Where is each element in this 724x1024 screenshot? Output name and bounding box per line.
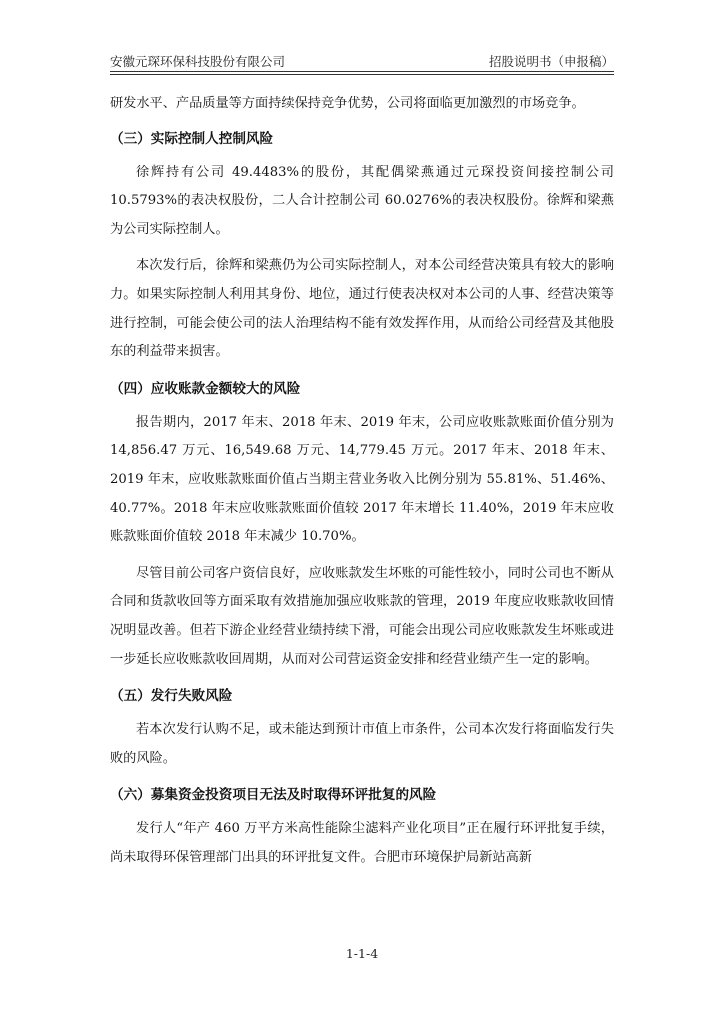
section-issuance-failure-risk xyxy=(110,684,614,773)
paragraph: 报告期内，2017 年末、2018 年末、2019 年末，公司应收账款账面价值分别为 14,856.47 万元、16,549.68 万元、14,779.45 万元。2017 年末、2018 年末、2019 年末，应收账款账面价值占当期主营业务收入比例分别为 55.81%、51.46%、40.77%。2018 年末应收账款账面价值较 2017 年末增长 11.40%，2019 年末应收账款账面价值较 2018 年末减少 10.70%。 xyxy=(110,414,614,545)
continued-paragraph: 研发水平、产品质量等方面持续保持竞争优势，公司将面临更加激烈的市场竞争。 xyxy=(110,96,585,111)
paragraph: 若本次发行认购不足，或未能达到预计市值上市条件，公司本次发行将面临发行失败的风险。 xyxy=(110,722,614,766)
header-rule-thin xyxy=(110,74,614,75)
section-heading: （四）应收账款金额较大的风险 xyxy=(110,380,301,397)
paragraph: 本次发行后，徐辉和梁燕仍为公司实际控制人，对本公司经营决策具有较大的影响力。如果实际控制人利用其身份、地位，通过行使表决权对本公司的人事、经营决策等进行控制，可能会使公司的法人治理结构不能有效发挥作用，从而给公司经营及其他股东的利益带来损害。 xyxy=(110,258,614,360)
document-body xyxy=(110,90,614,882)
paragraph: 发行人“年产 460 万平方米高性能除尘滤料产业化项目”正在履行环评批复手续，尚未取得环保管理部门出具的环评批复文件。合肥市环境保护局新站高新 xyxy=(110,821,614,865)
paragraph: 尽管目前公司客户资信良好，应收账款发生坏账的可能性较小，同时公司也不断从合同和货款收回等方面采取有效措施加强应收账款的管理，2019 年度应收账款收回情况明显改善。但若下游企业经营业绩持续下滑，可能会出现公司应收账款发生坏账或进一步延长应收账款收回周期，从而对公司营运资金安排和经营业绩产生一定的影响。 xyxy=(110,565,614,667)
page-number: 1-1-4 xyxy=(345,946,379,961)
page-header xyxy=(110,50,614,72)
section-heading: （三）实际控制人控制风险 xyxy=(110,130,274,147)
header-company-name: 安徽元琛环保科技股份有限公司 xyxy=(110,54,286,69)
header-document-type: 招股说明书（申报稿） xyxy=(488,54,614,69)
section-controller-risk xyxy=(110,127,614,367)
section-heading: （六）募集资金投资项目无法及时取得环评批复的风险 xyxy=(110,787,437,804)
section-environmental-approval-risk xyxy=(110,783,614,872)
section-heading: （五）发行失败风险 xyxy=(110,688,233,705)
paragraph: 徐辉持有公司 49.4483%的股份，其配偶梁燕通过元琛投资间接控制公司 10.5793%的表决权股份，二人合计控制公司 60.0276%的表决权股份。徐辉和梁燕为公司实际控制人。 xyxy=(110,164,614,237)
section-receivables-risk xyxy=(110,377,614,674)
header-rule-thick xyxy=(110,71,614,72)
